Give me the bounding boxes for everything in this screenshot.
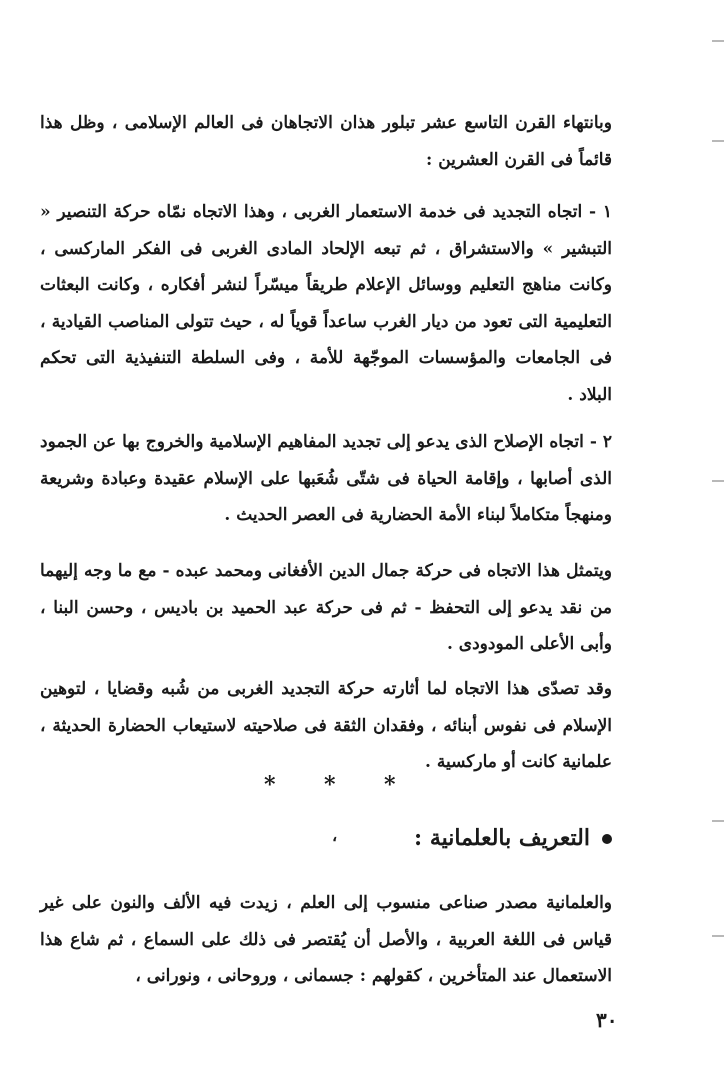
paragraph-first-trend: ١ - اتجاه التجديد فى خدمة الاستعمار الغربى ، وهذا الاتجاه نمّاه حركة التنصير « التبشير » والاستشراق ، ثم تبعه الإلحاد المادى الغربى فى الفكر الماركسى ، وكانت مناهج التعليم ووسائل الإعلام طريقاً ميسّراً لنشر أفكاره ، وكانت البعثات التعليمية التى تعود من ديار الغرب ساعداً قوياً له ، حيث تتولى المناصب القيادية ، فى الجامعات والمؤسسات الموجّهة للأمة ، وفى السلطة التنفيذية التى تحكم البلاد . [40,202,612,405]
paragraph-second-trend: ٢ - اتجاه الإصلاح الذى يدعو إلى تجديد المفاهيم الإسلامية والخروج بها عن الجمود الذى أصابها ، وإقامة الحياة فى شتّى شُعَبها على الإسلام عقيدة وعبادة وشريعة ومنهجاً متكاملاً لبناء الأمة الحضارية فى العصر الحديث . [40,432,612,525]
paragraph-reform-figures: ويتمثل هذا الاتجاه فى حركة جمال الدين الأفغانى ومحمد عبده - مع ما وجه إليهما من نقد يدعو إلى التحفظ - ثم فى حركة عبد الحميد بن باديس ، وحسن البنا ، وأبى الأعلى المودودى . [40,561,612,654]
page-edge-mark [712,480,724,482]
page-edge-mark [712,40,724,42]
page-edge-mark [712,935,724,937]
separator-star: * [384,772,396,798]
page-edge-mark [712,140,724,142]
paragraph-response: وقد تصدّى هذا الاتجاه لما أثارته حركة التجديد الغربى من شُبه وقضايا ، لتوهين الإسلام فى نفوس أبنائه ، وفقدان الثقة فى صلاحيته لاستيعاب الحضارة الحديثة ، علمانية كانت أو ماركسية . [40,679,612,772]
page-edge-mark [712,820,724,822]
heading-mark: ، [332,826,338,845]
paragraph-intro: وبانتهاء القرن التاسع عشر تبلور هذان الاتجاهان فى العالم الإسلامى ، وظل هذا قائماً فى القرن العشرين : [40,113,612,170]
section-separator [240,772,440,802]
section-heading [414,818,612,858]
paragraph-definition: والعلمانية مصدر صناعى منسوب إلى العلم ، زيدت فيه الألف والنون على غير قياس فى اللغة العربية ، والأصل أن يُقتصر فى ذلك على السماع ، ثم شاع هذا الاستعمال عند المتأخرين ، كقولهم : جسمانى ، وروحانى ، ونورانى ، [40,893,612,986]
separator-star: * [264,772,276,798]
separator-star: * [324,772,336,798]
bullet-icon [602,834,612,844]
section-heading-text: التعريف بالعلمانية : [414,825,590,851]
page-number: ٣٠ [596,1008,618,1032]
